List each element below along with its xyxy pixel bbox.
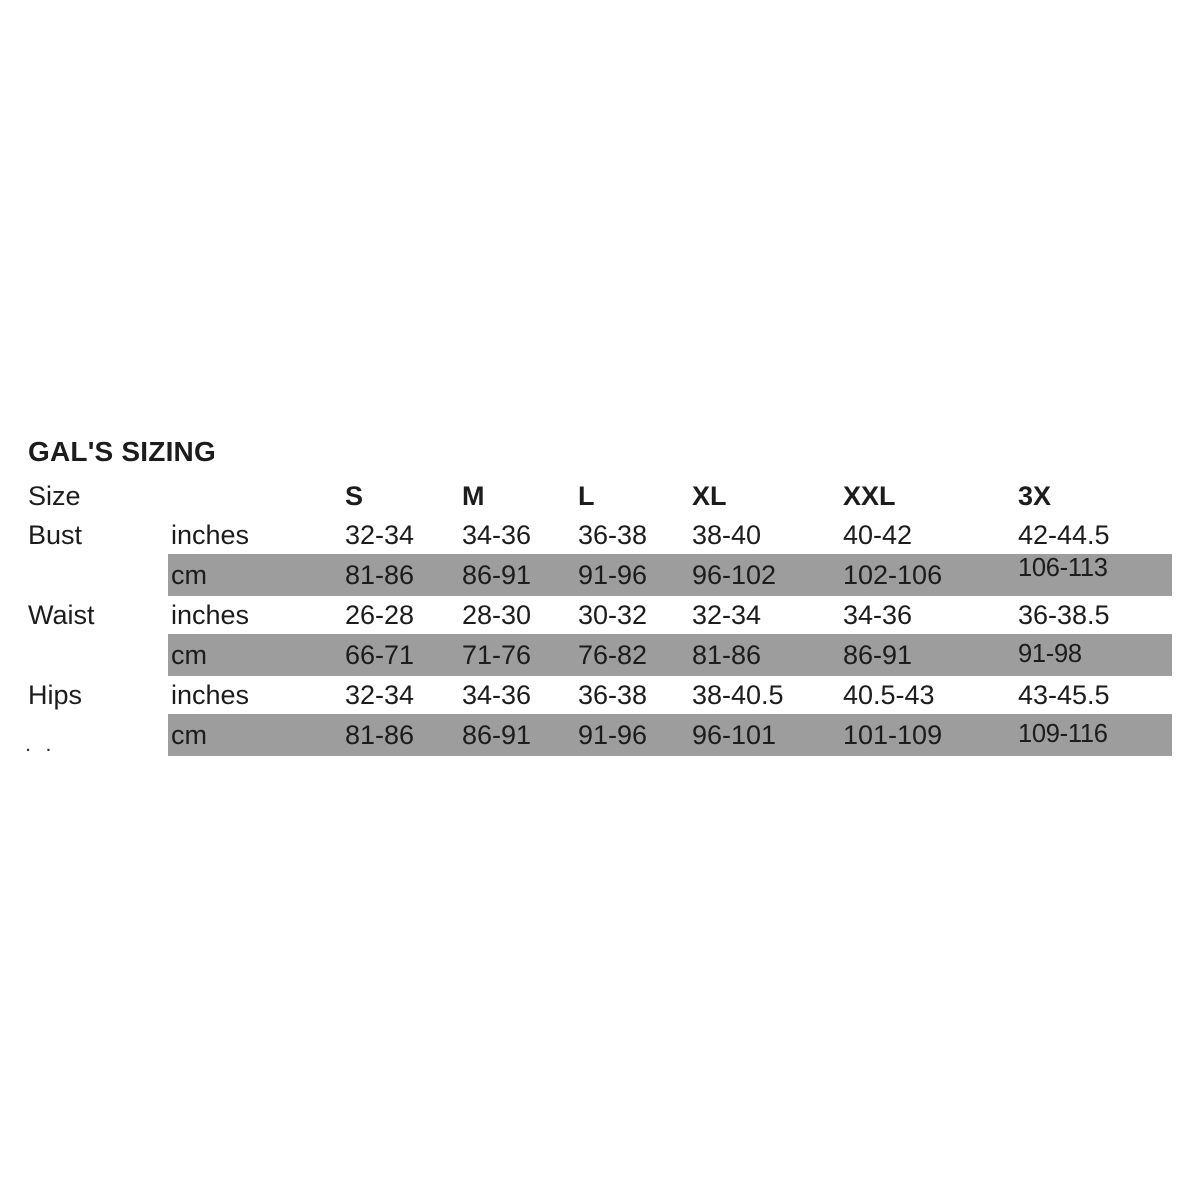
size-value-cell: 91-96 [578, 554, 692, 596]
size-value-cell: 91-96 [578, 714, 692, 756]
size-value-cell: 86-91 [462, 554, 578, 596]
column-header-size: Size [28, 480, 81, 511]
unit-label: inches [171, 599, 250, 630]
size-value-cell: 102-106 [843, 554, 1018, 596]
table-row-bust-cm [0, 554, 1172, 596]
column-header-xl: XL [692, 480, 727, 511]
size-value-cell: 42-44.5 [1018, 519, 1110, 550]
column-header-unit-spacer [168, 476, 345, 516]
row-label: Hips [28, 679, 83, 710]
size-value-cell: 66-71 [345, 634, 462, 676]
page-title: GAL'S SIZING [28, 436, 216, 467]
size-value-cell: 81-86 [345, 554, 462, 596]
table-header-row [0, 476, 1172, 516]
size-value-cell [1018, 554, 1172, 596]
size-value-cell: 34-36 [462, 519, 532, 550]
row-label [0, 634, 168, 676]
size-value-cell: 26-28 [345, 599, 415, 630]
row-label: Bust [28, 519, 83, 550]
unit-label: cm [168, 554, 345, 596]
table-row-hips-inches [0, 676, 1172, 714]
size-value-cell: 86-91 [462, 714, 578, 756]
table-row-waist-inches [0, 596, 1172, 634]
size-value-cell: 81-86 [692, 634, 843, 676]
unit-label: inches [171, 679, 250, 710]
size-value-cell: 86-91 [843, 634, 1018, 676]
row-label [0, 554, 168, 596]
column-header-l: L [578, 480, 595, 511]
size-chart-table [0, 476, 1172, 756]
size-value-cell: 36-38 [578, 519, 648, 550]
column-header-xxl: XXL [843, 480, 896, 511]
size-value-cell: 36-38 [578, 679, 648, 710]
size-value-cell: 34-36 [843, 599, 913, 630]
size-value-cell: 96-102 [692, 554, 843, 596]
size-value-cell: 34-36 [462, 679, 532, 710]
table-row-bust-inches [0, 516, 1172, 554]
size-value-cell: 32-34 [692, 599, 762, 630]
unit-label: inches [171, 519, 250, 550]
size-value-cell: 76-82 [578, 634, 692, 676]
size-value-text: 106-113 [1018, 554, 1108, 583]
column-header-s: S [345, 480, 364, 511]
row-label: Waist [28, 599, 95, 630]
unit-label: cm [168, 634, 345, 676]
size-value-cell: 43-45.5 [1018, 679, 1110, 710]
table-row-hips-cm [0, 714, 1172, 756]
size-value-cell: 30-32 [578, 599, 648, 630]
column-header-3x: 3X [1018, 480, 1052, 511]
size-value-cell: 109-116 [1018, 714, 1172, 756]
size-value-cell: 40.5-43 [843, 679, 935, 710]
size-value-cell: 36-38.5 [1018, 599, 1110, 630]
size-value-cell: 91-98 [1018, 634, 1172, 676]
size-value-cell: 32-34 [345, 519, 415, 550]
size-value-cell: 40-42 [843, 519, 913, 550]
cropped-text-artifact: . . [26, 738, 57, 755]
size-value-cell: 32-34 [345, 679, 415, 710]
size-value-cell: 101-109 [843, 714, 1018, 756]
size-value-cell: 28-30 [462, 599, 532, 630]
unit-label: cm [168, 714, 345, 756]
size-value-cell: 71-76 [462, 634, 578, 676]
size-value-cell: 81-86 [345, 714, 462, 756]
column-header-m: M [462, 480, 485, 511]
table-row-waist-cm [0, 634, 1172, 676]
size-value-cell: 96-101 [692, 714, 843, 756]
size-value-cell: 38-40 [692, 519, 762, 550]
size-value-cell: 38-40.5 [692, 679, 784, 710]
